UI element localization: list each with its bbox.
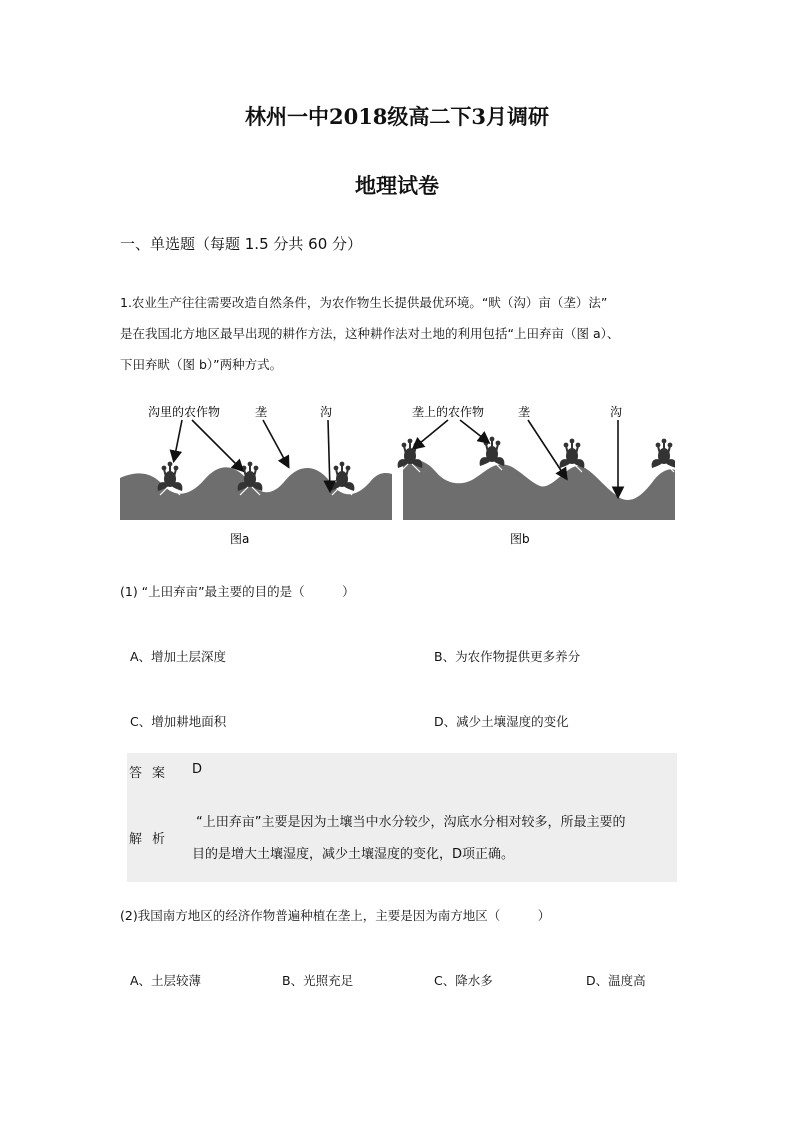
section-heading: 一、单选题（每题 1.5 分共 60 分） [120,235,363,253]
option-1b[interactable]: B、为农作物提供更多养分 [434,649,581,664]
option-2c[interactable]: C、降水多 [434,973,493,988]
subquestion-2-stem: (2)我国南方地区的经济作物普遍种植在垄上，主要是因为南方地区（ ） [120,908,551,923]
option-1d[interactable]: D、减少土壤湿度的变化 [434,714,569,729]
ridge-ditch-figure [120,400,675,550]
label-ditch-b: 沟 [610,405,623,419]
intro-line-3: 下田弃畎（图 b）”两种方式。 [120,357,283,372]
answer-label: 答案 [129,766,176,781]
caption-b: 图b [510,532,530,546]
intro-line-1: 1.农业生产往往需要改造自然条件，为农作物生长提供最优环境。“畎（沟）亩（垄）法” [120,295,608,310]
analysis-label: 解析 [129,832,176,847]
option-2d[interactable]: D、温度高 [586,973,646,988]
figure-a [120,404,392,546]
exam-title: 林州一中2018级高二下3月调研 [244,104,550,129]
question-1-intro [120,287,680,380]
label-ridge-b: 垄 [518,405,531,419]
label-crops-b: 垄上的农作物 [412,405,485,419]
analysis-line-1: “上田弃亩”主要是因为土壤当中水分较少，沟底水分相对较多，所最主要的 [196,815,626,830]
caption-a: 图a [230,532,250,546]
analysis-line-2: 目的是增大土壤湿度，减少土壤湿度的变化，D项正确。 [192,847,515,862]
label-ditch-a: 沟 [320,405,333,419]
figure-b [398,404,675,546]
option-2a[interactable]: A、土层较薄 [130,973,202,988]
intro-line-2: 是在我国北方地区最早出现的耕作方法，这种耕作法对土地的利用包括“上田弃亩（图 a）、 [120,326,620,341]
option-2b[interactable]: B、光照充足 [282,973,354,988]
label-ridge-a: 垄 [255,405,268,419]
plant-icon [652,439,675,472]
option-1a[interactable]: A、增加土层深度 [130,649,227,664]
answer-value: D [192,762,203,777]
subquestion-1-stem: (1) “上田弃亩”最主要的目的是（ ） [120,584,355,599]
option-1c[interactable]: C、增加耕地面积 [130,714,227,729]
label-crops-a: 沟里的农作物 [148,405,221,419]
exam-subtitle: 地理试卷 [355,173,439,198]
terrain-b [403,460,675,520]
